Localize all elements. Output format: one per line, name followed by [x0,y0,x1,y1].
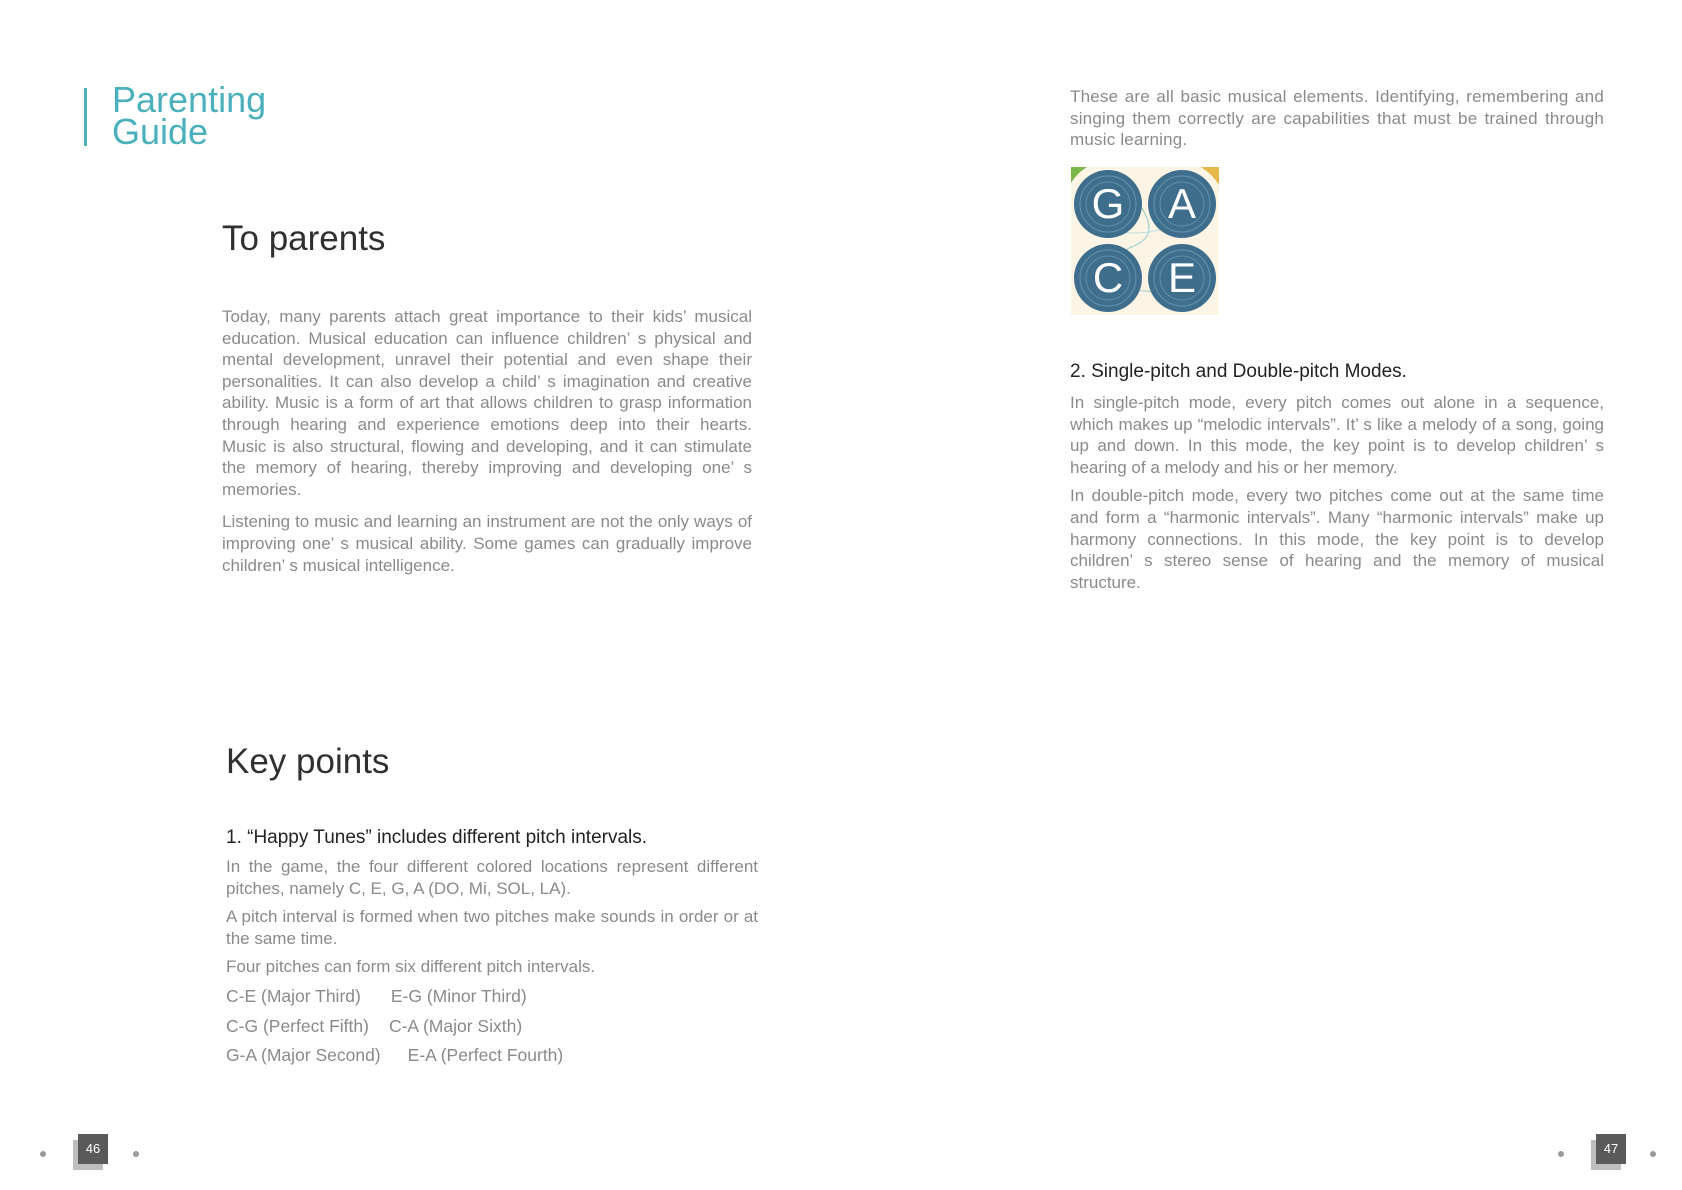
note-label-g: G [1091,180,1125,227]
intro-paragraph: These are all basic musical elements. Identifying, remembering and singing them correctly are capabilities that must be trained through music learning. [1070,87,1604,150]
title-accent-bar [84,88,87,146]
interval-row [226,1015,758,1037]
pitch-notes-illustration [1071,167,1219,315]
page-number-left [78,1134,108,1164]
paragraph: A pitch interval is formed when two pitches make sounds in order or at the same time. [226,907,758,948]
page-dot [1650,1151,1656,1157]
note-disc-e [1148,244,1216,312]
page-number-right [1596,1134,1626,1164]
interval-row [226,985,758,1007]
paragraph: In double-pitch mode, every two pitches come out at the same time and form a “harmonic intervals”. Many “harmonic intervals” make up harmony connections. In this mode, the key point is to develop children’ s stereo sense of hearing and the memory of musical structure. [1070,486,1604,592]
page-number-left-label: 46 [78,1134,108,1164]
paragraph: Listening to music and learning an instrument are not the only ways of improving one’ s musical ability. Some games can gradually improve children’ s musical intelligence. [222,512,752,575]
interval-item: C-A (Major Sixth) [388,1015,523,1036]
note-label-c: C [1092,254,1124,301]
paragraph: Today, many parents attach great importance to their kids’ musical education. Musical education can influence children’ s physical and mental development, unravel their potential and even shape their personalities. It can also develop a child’ s imagination and creative ability. Music is a form of art that allows children to grasp information through hearing and experience emotions deep into their hearts. Music is also structural, flowing and developing, and it can stimulate the memory of hearing, thereby improving and developing one’ s memories. [222,307,752,499]
note-label-e: E [1167,254,1197,301]
paragraph: Four pitches can form six different pitch intervals. [226,957,596,977]
point-2-block [1070,360,1604,593]
interval-item: E-A (Perfect Fourth) [407,1045,564,1066]
page-number-right-label: 47 [1596,1134,1626,1164]
point-1-title: 1. “Happy Tunes” includes different pitch intervals. [226,827,648,848]
point-2-title: 2. Single-pitch and Double-pitch Modes. [1070,361,1407,382]
to-parents-heading: To parents [222,219,386,258]
to-parents-body [222,306,752,576]
paragraph: In single-pitch mode, every pitch comes out alone in a sequence, which makes up “melodic intervals”. It’ s like a melody of a song, going up and down. In this mode, the key point is to develop children’ s hearing of a melody and his or her memory. [1070,393,1604,477]
paragraph: In the game, the four different colored locations represent different pitches, namely C, E, G, A (DO, Mi, SOL, LA). [226,857,758,898]
page-dot [1558,1151,1564,1157]
to-parents-section [222,219,752,259]
note-disc-g [1074,170,1142,238]
section-title-line1: Parenting [112,79,267,120]
interval-item: G-A (Major Second) [226,1045,381,1066]
interval-item: C-G (Perfect Fifth) [226,1015,369,1036]
interval-list [226,985,758,1066]
interval-row [226,1044,758,1066]
interval-item: E-G (Minor Third) [390,986,527,1007]
key-points-heading: Key points [226,742,390,781]
note-disc-c [1074,244,1142,312]
note-label-a: A [1167,180,1197,227]
key-points-body [226,826,758,1066]
intro-block [1070,86,1604,151]
page-dot [133,1151,139,1157]
section-title [112,79,267,152]
page-dot [40,1151,46,1157]
section-title-line2: Guide [112,111,209,152]
note-disc-a [1148,170,1216,238]
key-points-section [226,742,758,782]
interval-item: C-E (Major Third) [226,986,361,1007]
